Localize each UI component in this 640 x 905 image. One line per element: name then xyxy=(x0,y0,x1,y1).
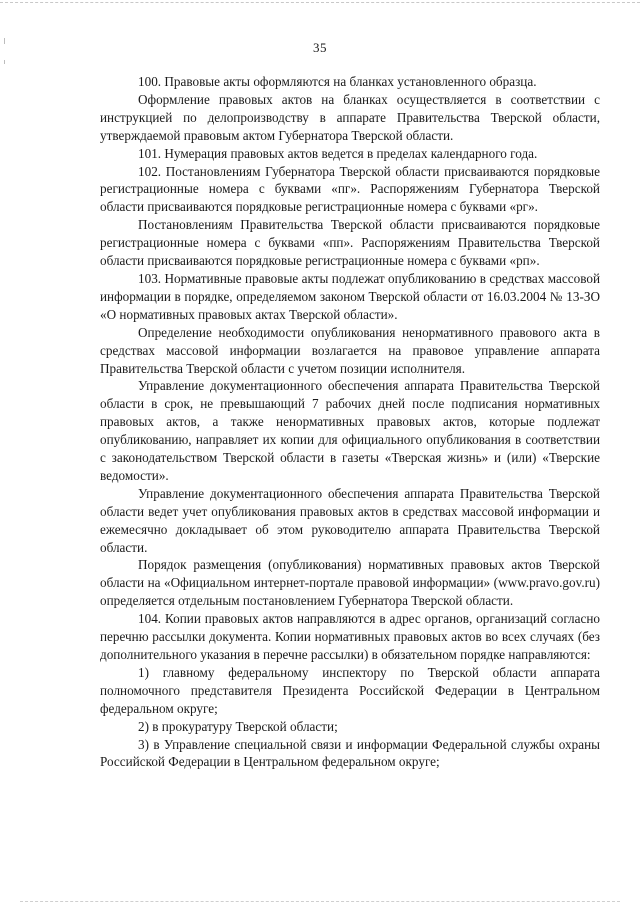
list-item-2: 2) в прокуратуру Тверской области; xyxy=(138,718,338,734)
paragraph-103-accounting: Управление документационного обеспечения аппарата Правительства Тверской области ведет учет опубликования правовых актов в средствах массовой информации и ежемесячно докладывает об этом руководителю аппарата Правительства Тверской области. xyxy=(100,485,600,555)
paragraph-104: 104. Копии правовых актов направляются в адрес органов, организаций согласно перечню рассылки документа. Копии нормативных правовых актов во всех случаях (без дополнительного указания в перечне рассылки) в обязательном порядке направляются: xyxy=(100,611,600,662)
scan-speck xyxy=(4,60,5,64)
paragraph-100: 100. Правовые акты оформляются на бланках установленного образца. xyxy=(138,74,537,89)
scan-edge-top xyxy=(0,2,640,3)
list-item-1: 1) главному федеральному инспектору по Тверской области аппарата полномочного представителя Президента Российской Федерации в Центральном федеральном округе; xyxy=(100,664,600,716)
page-number: 35 xyxy=(313,40,327,55)
scan-edge-bottom xyxy=(20,901,620,902)
paragraph-102-government: Постановлениям Правительства Тверской области присваиваются порядковые регистрационные номера с буквами «пп». Распоряжениям Правительства Тверской области присваиваются порядковые регистрационные номера с буквами «рп». xyxy=(100,217,600,269)
list-item-3: 3) в Управление специальной связи и информации Федеральной службы охраны Российской Федерации в Центральном федеральном округе; xyxy=(100,736,600,770)
paragraph-103-publication: Управление документационного обеспечения аппарата Правительства Тверской области в срок, не превышающий 7 рабочих дней после подписания нормативных правовых актов, а также ненормативных правовых актов, которые подлежат опубликованию, направляет их копии для официального опубликования в соответствии с законодательством Тверской области в газеты «Тверская жизнь» и (или) «Тверские ведомости». xyxy=(100,378,600,483)
document-body xyxy=(100,73,600,771)
paragraph-103-legal-department: Определение необходимости опубликования ненормативного правового акта в средствах массовой информации возлагается на правовое управление аппарата Правительства Тверской области с учетом позиции исполнителя. xyxy=(100,324,600,376)
paragraph-103-portal: Порядок размещения (опубликования) нормативных правовых актов Тверской области на «Официальном интернет-портале правовой информации» (www.pravo.gov.ru) определяется отдельным постановлением Губернатора Тверской области. xyxy=(100,557,600,609)
paragraph-103: 103. Нормативные правовые акты подлежат опубликованию в средствах массовой информации в порядке, определяемом законом Тверской области от 16.03.2004 № 13-ЗО «О нормативных правовых актах Тверской области». xyxy=(100,270,600,322)
paragraph-101: 101. Нумерация правовых актов ведется в пределах календарного года. xyxy=(138,145,538,161)
paragraph-102: 102. Постановлениям Губернатора Тверской области присваиваются порядковые регистрационные номера с буквами «пг». Распоряжениям Губернатора Тверской области присваиваются порядковые регистрационные номера с буквами «рг». xyxy=(100,163,600,215)
paragraph-100-blanks: Оформление правовых актов на бланках осуществляется в соответствии с инструкцией по делопроизводству в аппарате Правительства Тверской области, утверждаемой правовым актом Губернатора Тверской области. xyxy=(100,91,600,143)
